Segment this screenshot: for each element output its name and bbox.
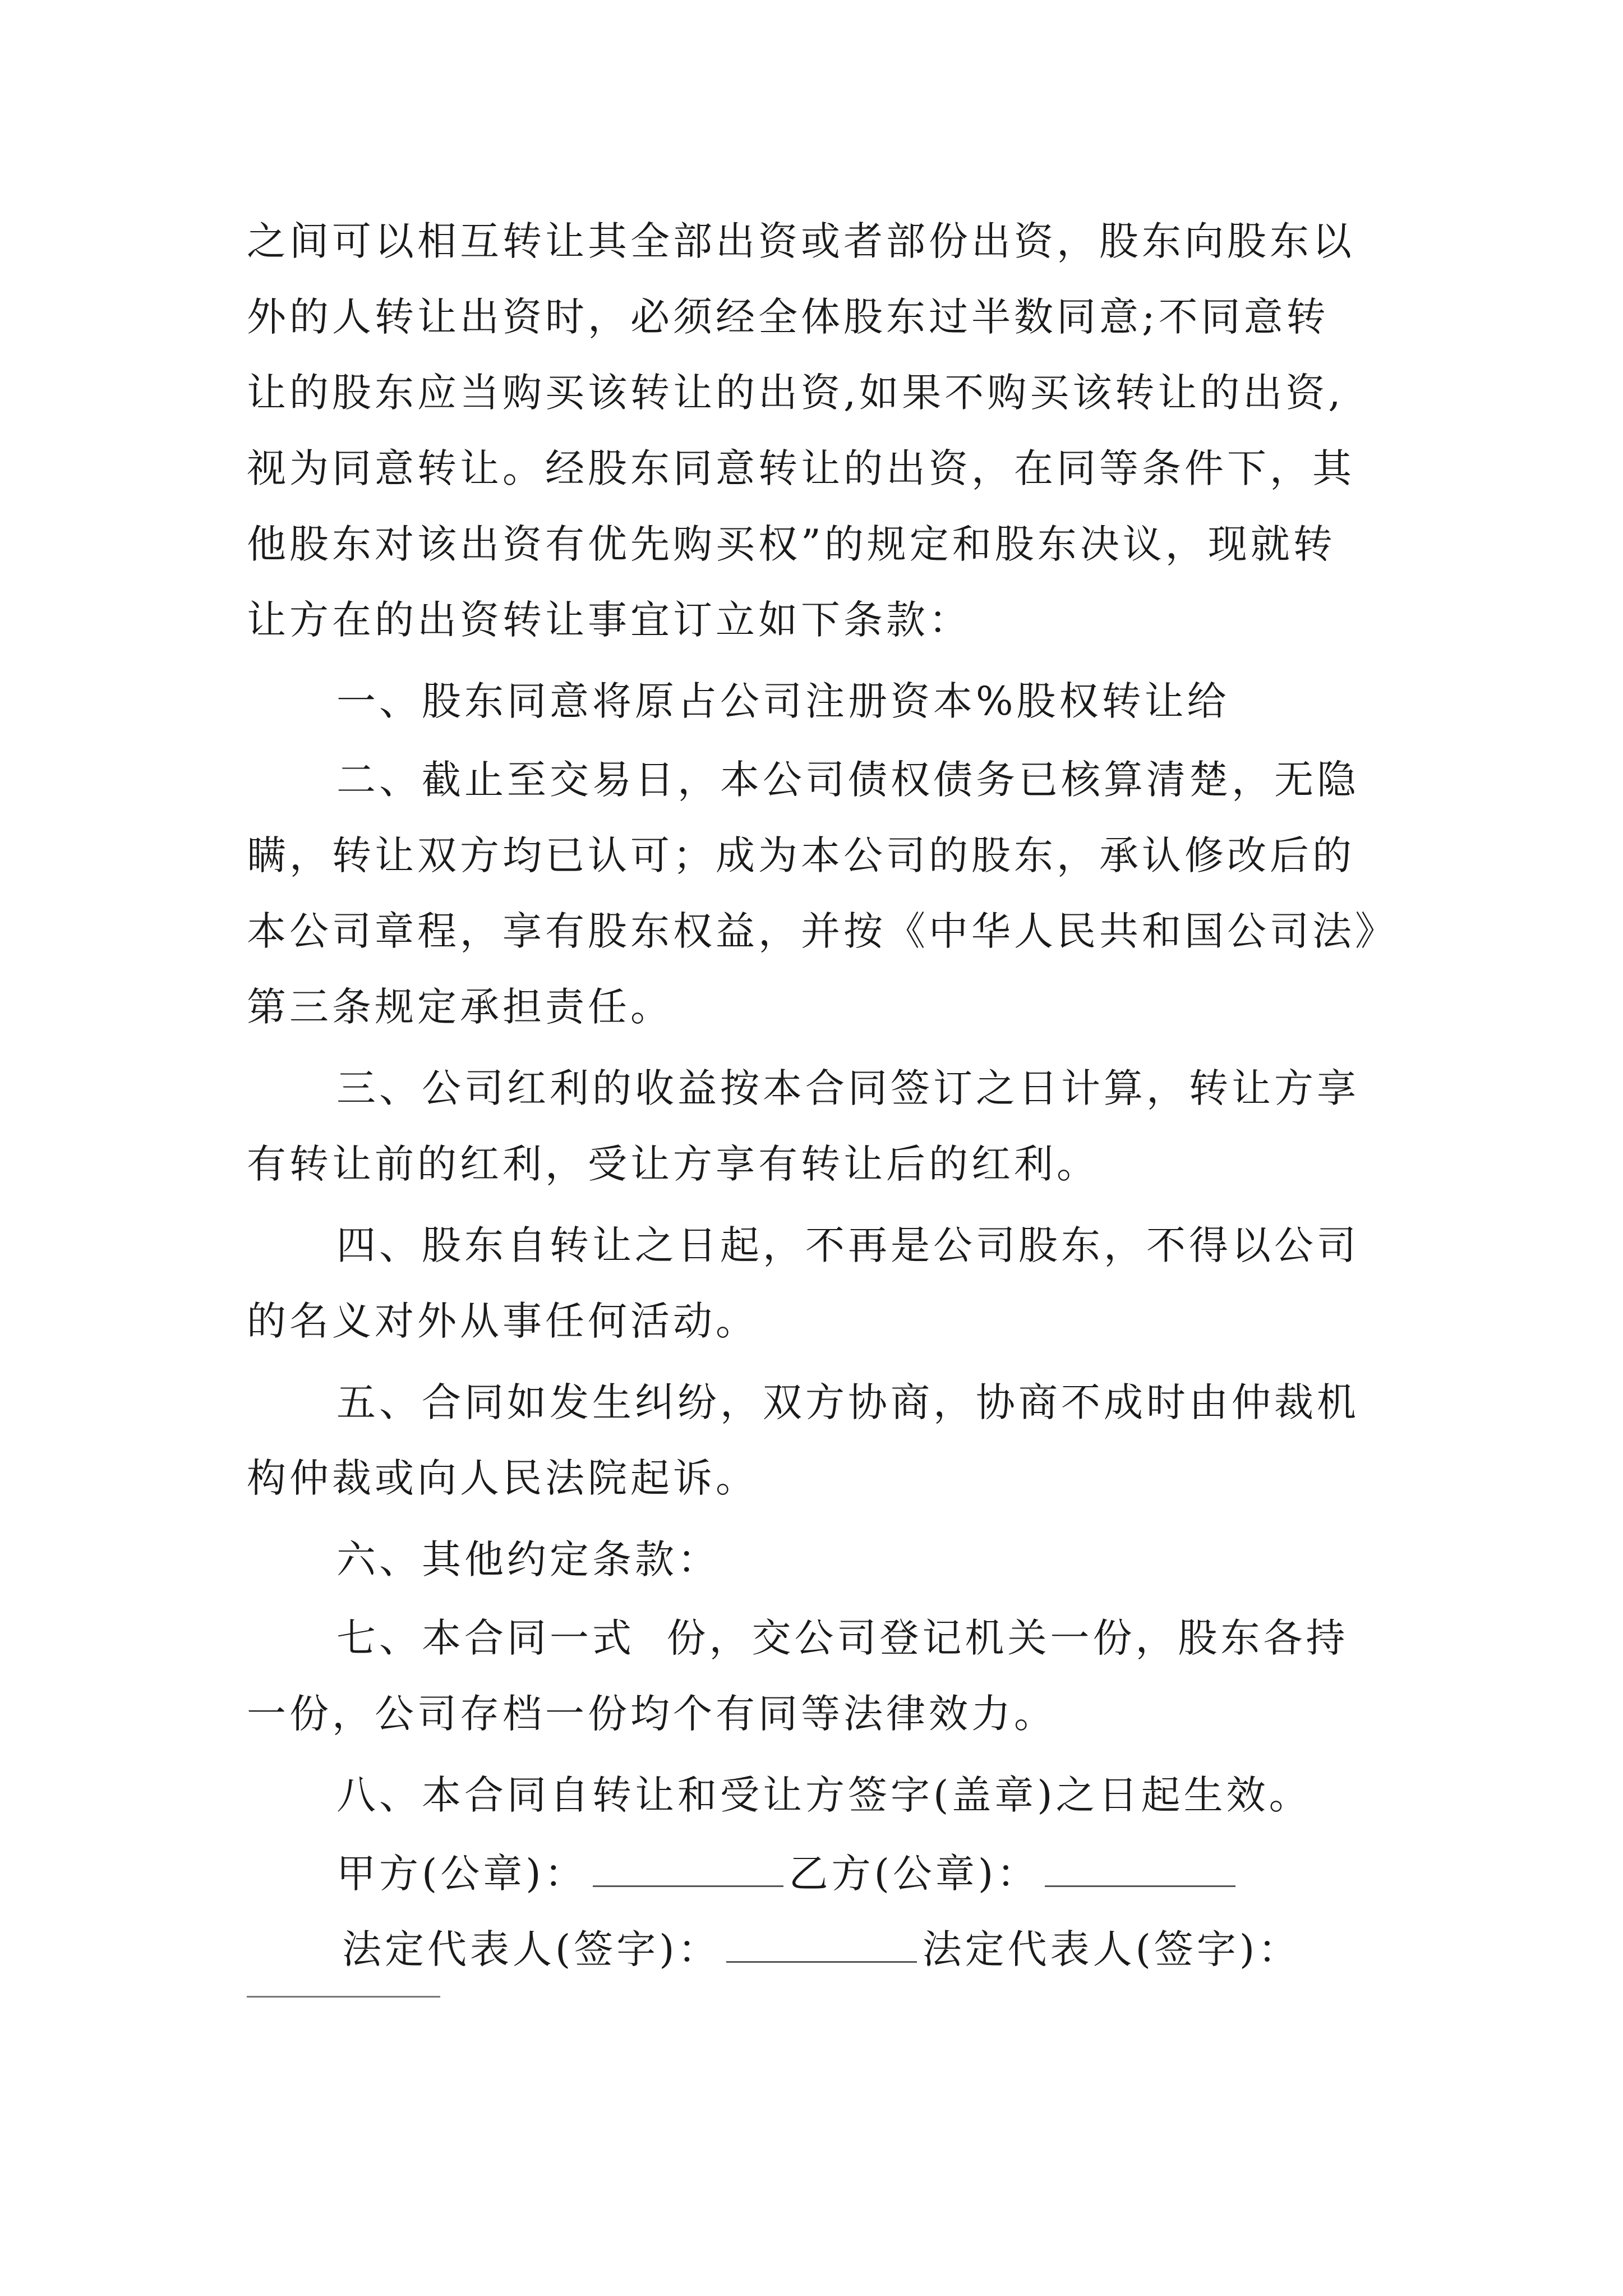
party-a-blank[interactable] [593, 1846, 783, 1887]
clause-5-line-2: 构仲裁或向人民法院起诉。 [247, 1455, 758, 1501]
rep-a-blank[interactable] [726, 1922, 917, 1963]
clause-6-line-1: 六、其他约定条款： [336, 1536, 720, 1582]
clause-7-line-2: 一份，公司存档一份均个有同等法律效力。 [247, 1691, 1057, 1737]
intro-line-4: 视为同意转让。经股东同意转让的出资，在同等条件下，其 [247, 445, 1355, 491]
continuation-rule[interactable] [247, 1996, 440, 1998]
clause-2-line-1: 二、截止至交易日，本公司债权债务已核算清楚，无隐 [336, 757, 1359, 803]
clause-5-line-1: 五、合同如发生纠纷，双方协商，协商不成时由仲裁机 [336, 1379, 1359, 1425]
clause-2-line-2: 瞒，转让双方均已认可；成为本公司的股东，承认修改后的 [247, 832, 1355, 878]
intro-line-1: 之间可以相互转让其全部出资或者部份出资，股东向股东以 [247, 218, 1355, 264]
clause-3-line-2: 有转让前的红利，受让方享有转让后的红利。 [247, 1141, 1099, 1187]
clause-7-line-1: 七、本合同一式 份，交公司登记机关一份，股东各持 [336, 1615, 1349, 1661]
clause-2-line-4: 第三条规定承担责任。 [247, 984, 673, 1030]
rep-a-label: 法定代表人(签字)： [342, 1926, 721, 1972]
clause-1-line-1: 一、股东同意将原占公司注册资本%股权转让给 [336, 678, 1230, 724]
clause-2-line-3: 本公司章程，享有股东权益，并按《中华人民共和国公司法》 [247, 908, 1398, 954]
party-a-label: 甲方(公章)： [336, 1851, 587, 1897]
intro-line-2: 外的人转让出资时，必须经全体股东过半数同意;不同意转 [247, 294, 1329, 340]
intro-line-5: 他股东对该出资有优先购买权”的规定和股东决议，现就转 [247, 521, 1336, 567]
clause-4-line-2: 的名义对外从事任何活动。 [247, 1298, 758, 1344]
clause-3-line-1: 三、公司红利的收益按本合同签订之日计算，转让方享 [336, 1065, 1359, 1111]
rep-b-label: 法定代表人(签字)： [922, 1926, 1301, 1972]
signature-reps-row [342, 1921, 1301, 1977]
intro-line-6: 让方在的出资转让事宜订立如下条款： [247, 597, 971, 643]
party-b-blank[interactable] [1045, 1846, 1235, 1887]
party-b-label: 乙方(公章)： [789, 1851, 1040, 1897]
intro-line-3: 让的股东应当购买该转让的出资,如果不购买该转让的出资, [247, 370, 1344, 416]
clause-4-line-1: 四、股东自转让之日起，不再是公司股东，不得以公司 [336, 1222, 1359, 1268]
clause-8-line-1: 八、本合同自转让和受让方签字(盖章)之日起生效。 [336, 1772, 1312, 1818]
signature-parties-row [336, 1846, 1241, 1902]
